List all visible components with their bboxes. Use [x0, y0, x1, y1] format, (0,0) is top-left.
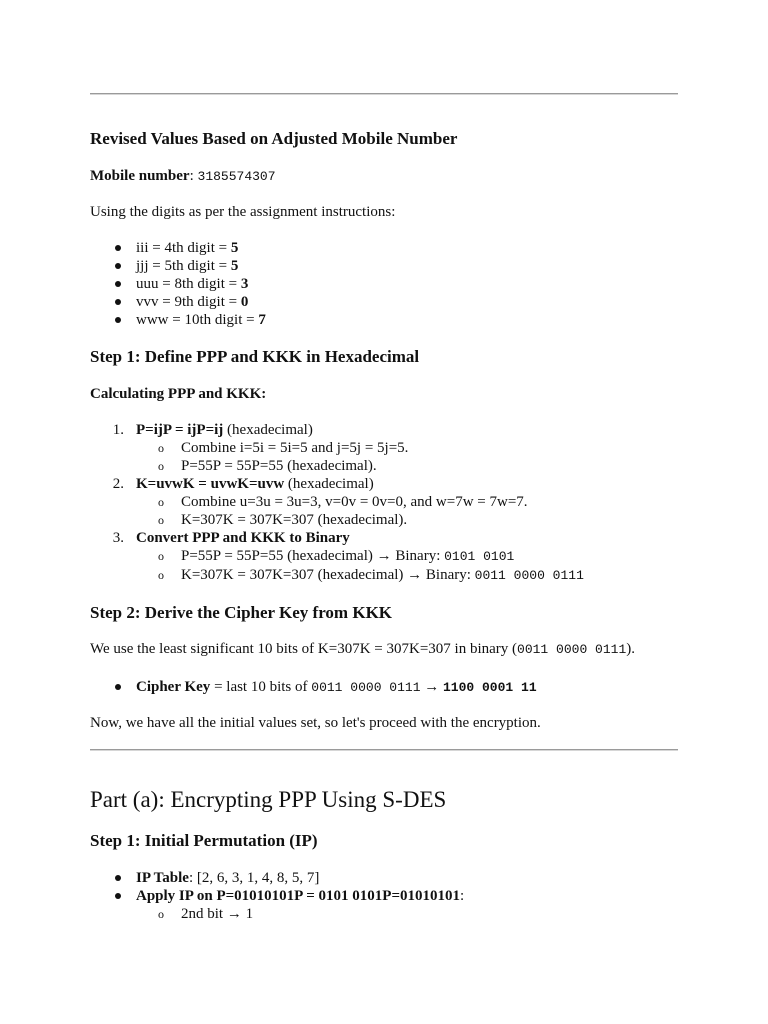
- list-number: 1.: [112, 422, 124, 438]
- sub-list-item: 2nd bit → 1: [181, 906, 254, 922]
- sub-list-item: P=55P = 55P=55 (hexadecimal).: [181, 458, 377, 474]
- list-item: jjj = 5th digit = 5: [136, 258, 239, 274]
- sub-bullet-icon: o: [158, 549, 164, 563]
- bullet-icon: [115, 299, 121, 305]
- sub-bullet-icon: o: [158, 907, 164, 921]
- sub-list-item: P=55P = 55P=55 (hexadecimal) → Binary: 0101 0101: [181, 548, 515, 564]
- list-item: K=uvwK = uvwK=uvw (hexadecimal): [136, 476, 374, 492]
- horizontal-rule: [90, 749, 678, 751]
- step2-paragraph: We use the least significant 10 bits of K=307K = 307K=307 in binary (0011 0000 0111).: [90, 641, 635, 657]
- sub-bullet-icon: o: [158, 513, 164, 527]
- sub-bullet-icon: o: [158, 441, 164, 455]
- step1-title: Step 1: Define PPP and KKK in Hexadecimal: [90, 347, 420, 366]
- sub-bullet-icon: o: [158, 495, 164, 509]
- list-number: 3.: [112, 530, 124, 546]
- mobile-value: 3185574307: [197, 169, 276, 184]
- horizontal-rule: [90, 93, 678, 95]
- bullet-icon: [115, 263, 121, 269]
- step2-title: Step 2: Derive the Cipher Key from KKK: [90, 603, 393, 622]
- list-item: uuu = 8th digit = 3: [136, 276, 249, 292]
- part-a-step-title: Step 1: Initial Permutation (IP): [90, 831, 318, 850]
- sub-bullet-icon: o: [158, 568, 164, 582]
- part-a-title: Part (a): Encrypting PPP Using S-DES: [90, 787, 447, 812]
- bullet-icon: [115, 245, 121, 251]
- bullet-icon: [115, 875, 121, 881]
- sub-list-item: Combine i=5i = 5i=5 and j=5j = 5j=5.: [181, 440, 409, 456]
- instructions-text: Using the digits as per the assignment instructions:: [90, 204, 396, 220]
- list-item: iii = 4th digit = 5: [136, 240, 239, 256]
- list-item: Convert PPP and KKK to Binary: [136, 530, 350, 546]
- ip-table-item: IP Table: [2, 6, 3, 1, 4, 8, 5, 7]: [136, 870, 320, 886]
- bullet-icon: [115, 893, 121, 899]
- step1-subtitle: Calculating PPP and KKK:: [90, 386, 267, 402]
- list-item: P=ijP = ijP=ij (hexadecimal): [136, 422, 313, 438]
- sub-bullet-icon: o: [158, 459, 164, 473]
- sub-list-item: K=307K = 307K=307 (hexadecimal) → Binary: 0011 0000 0111: [181, 567, 584, 583]
- list-item: www = 10th digit = 7: [136, 312, 266, 328]
- bullet-icon: [115, 317, 121, 323]
- section-title: Revised Values Based on Adjusted Mobile Number: [90, 129, 458, 148]
- bullet-icon: [115, 684, 121, 690]
- sub-list-item: K=307K = 307K=307 (hexadecimal).: [181, 512, 408, 528]
- apply-ip-item: Apply IP on P=01010101P = 0101 0101P=01010101:: [136, 888, 465, 904]
- cipher-key-item: Cipher Key = last 10 bits of 0011 0000 0111 → 1100 0001 11: [136, 679, 537, 695]
- list-number: 2.: [112, 476, 124, 492]
- mobile-label: Mobile number: [90, 168, 190, 184]
- closing-paragraph: Now, we have all the initial values set, so let's proceed with the encryption.: [90, 715, 541, 731]
- sub-list-item: Combine u=3u = 3u=3, v=0v = 0v=0, and w=7w = 7w=7.: [181, 494, 528, 510]
- list-item: vvv = 9th digit = 0: [136, 294, 249, 310]
- mobile-number-line: Mobile number: 3185574307: [90, 168, 276, 184]
- bullet-icon: [115, 281, 121, 287]
